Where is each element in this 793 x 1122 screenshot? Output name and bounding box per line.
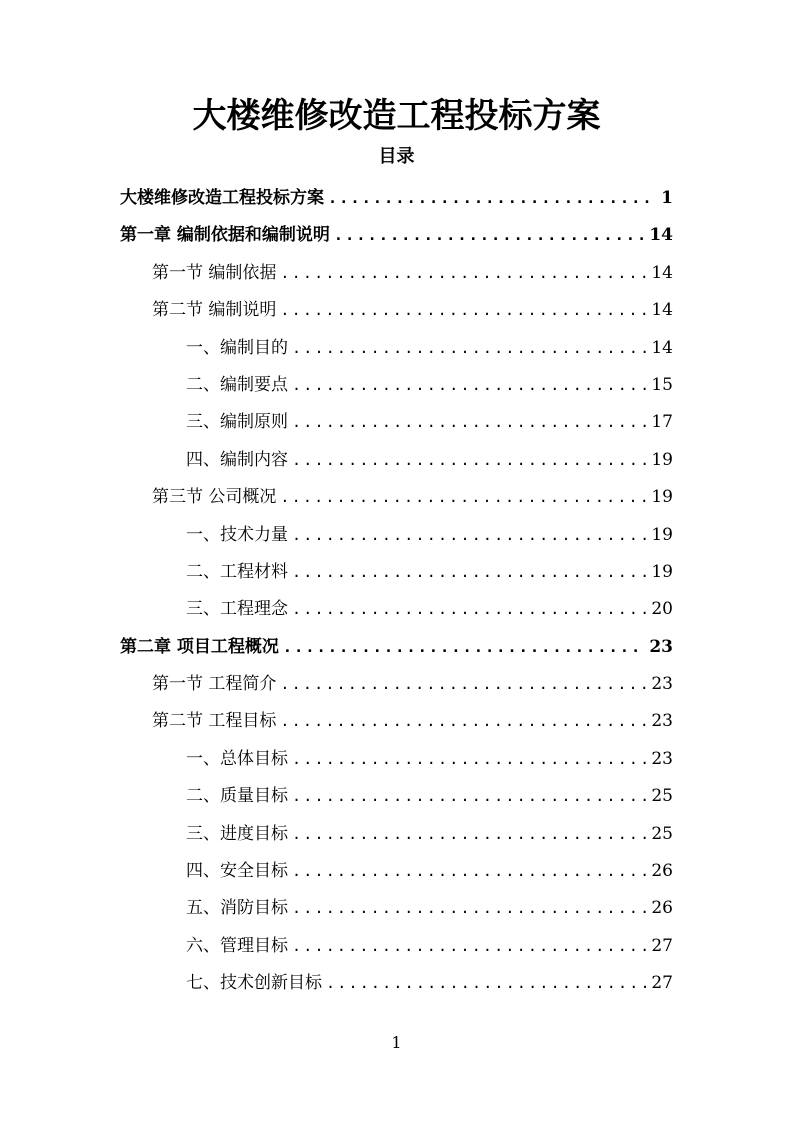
toc-entry-text: 第三节 公司概况 [152,487,277,508]
toc-entry-subsection[interactable] [120,965,673,1002]
toc-entry-subsection[interactable] [120,442,673,479]
toc-entry-subsection[interactable] [120,928,673,965]
toc-leader-dots [328,180,657,217]
toc-entry-text: 大楼维修改造工程投标方案 [120,188,324,208]
toc-entry-subsection[interactable] [120,853,673,890]
toc-entry-text: 三、工程理念 [186,599,288,620]
toc-entry-subsection[interactable] [120,554,673,591]
toc-entry-subsection[interactable] [120,741,673,778]
toc-entry-text: 第二节 编制说明 [152,300,277,321]
toc-entry-subsection[interactable] [120,330,673,367]
toc-entry-text: 三、编制原则 [186,412,288,433]
toc-entry-text: 五、消防目标 [186,898,288,919]
toc-entry-page: 23 [651,711,673,732]
toc-entry-section[interactable] [120,479,673,516]
toc-leader-dots [292,367,647,404]
toc-entry-text: 四、编制内容 [186,449,288,470]
toc-entry-section[interactable] [120,703,673,740]
toc-entry-page: 25 [651,823,673,844]
toc-leader-dots [292,517,647,554]
toc-entry-subsection[interactable] [120,890,673,927]
toc-entry-text: 一、总体目标 [186,748,288,769]
toc-leader-dots [334,217,645,254]
toc-entry-subsection[interactable] [120,404,673,441]
toc-leader-dots [292,853,647,890]
toc-leader-dots [292,442,647,479]
toc-leader-dots [280,666,647,703]
document-title: 大楼维修改造工程投标方案 [192,96,601,136]
toc-leader-dots [280,292,647,329]
toc-entry-page: 27 [651,935,673,956]
toc-leader-dots [292,778,647,815]
toc-entry-text: 第二节 工程目标 [152,711,277,732]
toc-entry-text: 一、编制目的 [186,337,288,358]
toc-entry-section[interactable] [120,292,673,329]
toc-entry-page: 14 [651,300,673,321]
toc-leader-dots [292,404,647,441]
toc-entry-text: 七、技术创新目标 [186,973,322,994]
toc-leader-dots [292,330,647,367]
toc-heading: 目录 [378,146,415,167]
toc-entry-page: 19 [651,449,673,470]
toc-entry-page: 20 [651,599,673,620]
toc-entry-text: 四、安全目标 [186,861,288,882]
toc-entry-chapter-1[interactable] [120,217,673,254]
toc-entry-subsection[interactable] [120,816,673,853]
toc-entry-page: 23 [649,636,673,657]
toc-leader-dots [283,629,645,666]
toc-entry-page: 14 [651,262,673,283]
toc-leader-dots [280,703,647,740]
toc-entry-page: 25 [651,786,673,807]
toc-entry-page: 19 [651,487,673,508]
toc-entry-page: 15 [651,374,673,395]
toc-entry-text: 二、工程材料 [186,561,288,582]
toc-entry-page: 27 [651,973,673,994]
toc-entry-page: 23 [651,674,673,695]
toc-entry-section[interactable] [120,666,673,703]
table-of-contents [120,180,673,1003]
toc-entry-text: 三、进度目标 [186,823,288,844]
toc-entry-page: 23 [651,748,673,769]
toc-leader-dots [292,741,647,778]
toc-entry-text: 第一章 编制依据和编制说明 [120,225,330,246]
toc-leader-dots [292,928,647,965]
toc-leader-dots [280,479,647,516]
toc-entry-title[interactable] [120,180,673,217]
toc-leader-dots [292,816,647,853]
toc-entry-subsection[interactable] [120,367,673,404]
toc-entry-text: 一、技术力量 [186,524,288,545]
toc-leader-dots [292,554,647,591]
toc-entry-page: 26 [651,898,673,919]
toc-entry-text: 第一节 工程简介 [152,674,277,695]
toc-leader-dots [292,591,647,628]
toc-entry-page: 26 [651,861,673,882]
toc-entry-page: 19 [651,561,673,582]
toc-entry-subsection[interactable] [120,591,673,628]
toc-entry-subsection[interactable] [120,517,673,554]
page-number: 1 [391,1033,402,1052]
toc-entry-page: 17 [651,412,673,433]
toc-entry-section[interactable] [120,255,673,292]
toc-leader-dots [280,255,647,292]
toc-entry-page: 19 [651,524,673,545]
toc-entry-chapter-2[interactable] [120,629,673,666]
toc-entry-page: 14 [649,225,673,246]
toc-entry-text: 第二章 项目工程概况 [120,636,279,657]
toc-entry-text: 六、管理目标 [186,935,288,956]
toc-entry-subsection[interactable] [120,778,673,815]
toc-leader-dots [292,890,647,927]
toc-leader-dots [326,965,647,1002]
toc-entry-page: 1 [661,188,673,208]
toc-entry-text: 第一节 编制依据 [152,262,277,283]
toc-entry-text: 二、质量目标 [186,786,288,807]
toc-entry-page: 14 [651,337,673,358]
toc-entry-text: 二、编制要点 [186,374,288,395]
